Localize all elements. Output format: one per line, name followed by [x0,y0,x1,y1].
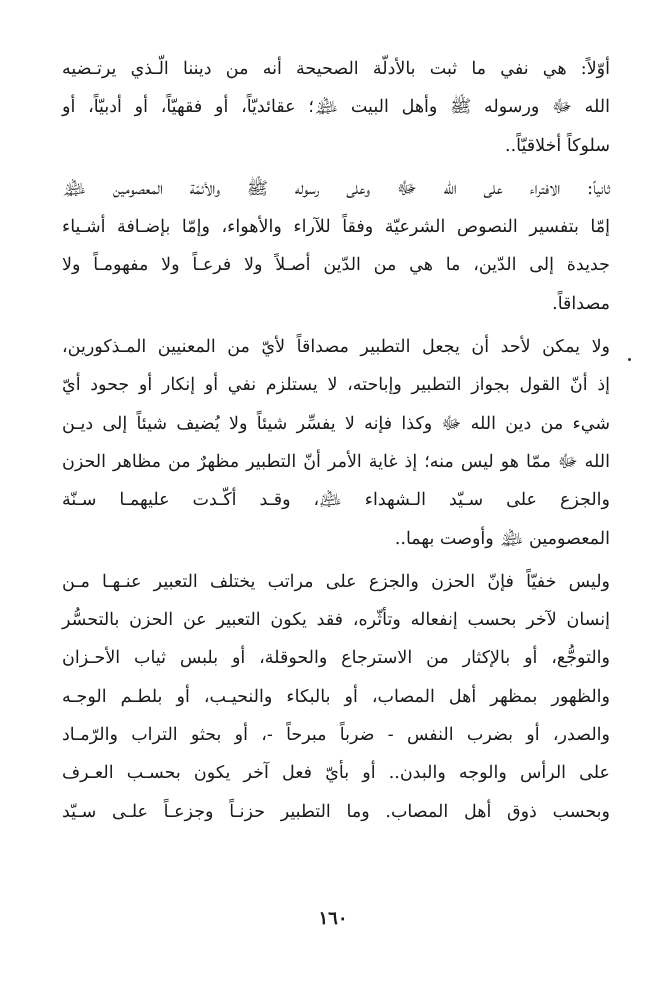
text-line: على الرأس والوجه والبدن.. أو بأيّ فعل آخر يكون بحسـب العـرف [62,763,610,784]
text-line: مصداقاً. [552,293,610,314]
text-line: الله ﷻ ورسوله ﷺ وأهل البيت ﵈؛ عقائديّاً، أو فقهيّاً، أو أدبيّاً، أو [62,97,610,118]
body-text [62,50,610,831]
paragraph-1 [62,50,610,165]
text-line: الله ﷻ ممّا هو ليس منه؛ إذ غاية الأمر أنّ التطبير مظهرٌ من مظاهر الحزن [62,451,610,472]
scan-speck [628,358,631,361]
paragraph-4 [62,563,610,831]
text-line: المعصومين ﵈ وأوصت بهما.. [394,528,610,549]
text-line: جديدة إلى الدّين، ما هي من الدّين أصـلاً ولا فرعـاً ولا مفهومـاً ولا [62,255,610,276]
text-line: والتوجُّع، أو بالإكثار من الاسترجاع والحوقلة، أو بلبس ثياب الأحـزان [62,648,610,669]
text-line: إذ أنّ القول بجواز التطبير وإباحته، لا يستلزم نفي أو إنكار أو جحود أيّ [62,375,610,396]
paragraph-3 [62,328,610,558]
text-line: شيء من دين الله ﷻ وكذا فإنه لا يفسِّر شيئاً ولا يُضيف شيئاً إلى ديـن [62,413,610,434]
text-line: ولا يمكن لأحد أن يجعل التطبير مصداقاً لأيّ من المعنيين المـذكورين، [62,337,610,358]
text-line: والجزع على سـيّد الـشهداء ﵇، وقـد أكّـدت عليهمـا سـنّة [62,490,610,511]
text-line: وبحسب ذوق أهل المصاب. وما التطبير حزنـاً وجزعـاً علـى سـيّد [62,801,610,822]
text-line: وليس خفيّاً فإنّ الحزن والجزع على مراتب يختلف التعبير عنـهـا مـن [62,571,610,592]
paragraph-2 [62,170,610,323]
text-line: إمّا بتفسير النصوص الشرعيّة وفقاً للآراء والأهواء، وإمّا بإضـافة أشـياء [62,217,610,238]
text-line: سلوكاً أخلاقيّاً.. [505,135,610,156]
text-line: والصدر، أو بضرب النفس - ضرباً مبرحاً -، أو بحثو التراب والرّمـاد [62,725,610,746]
page-number: ١٦٠ [318,908,348,929]
text-line: أوّلاً: هي نفي ما ثبت بالأدلّة الصحيحة أنه من ديننا الّـذي يرتـضيه [62,59,610,79]
text-line: والظهور بمظهر أهل المصاب، أو بالبكاء والنحيـب، أو بلطـم الوجـه [62,686,610,707]
text-line: ثانياً: الافتراء على الله ﷻ وعلى رسوله ﷺ والأئمّة المعصومين ﵈ [62,178,610,199]
text-line: إنسان لآخر بحسب إنفعاله وتأثّره، فقد يكون التعبير عن الحزن بالتحسُّر [62,610,610,631]
